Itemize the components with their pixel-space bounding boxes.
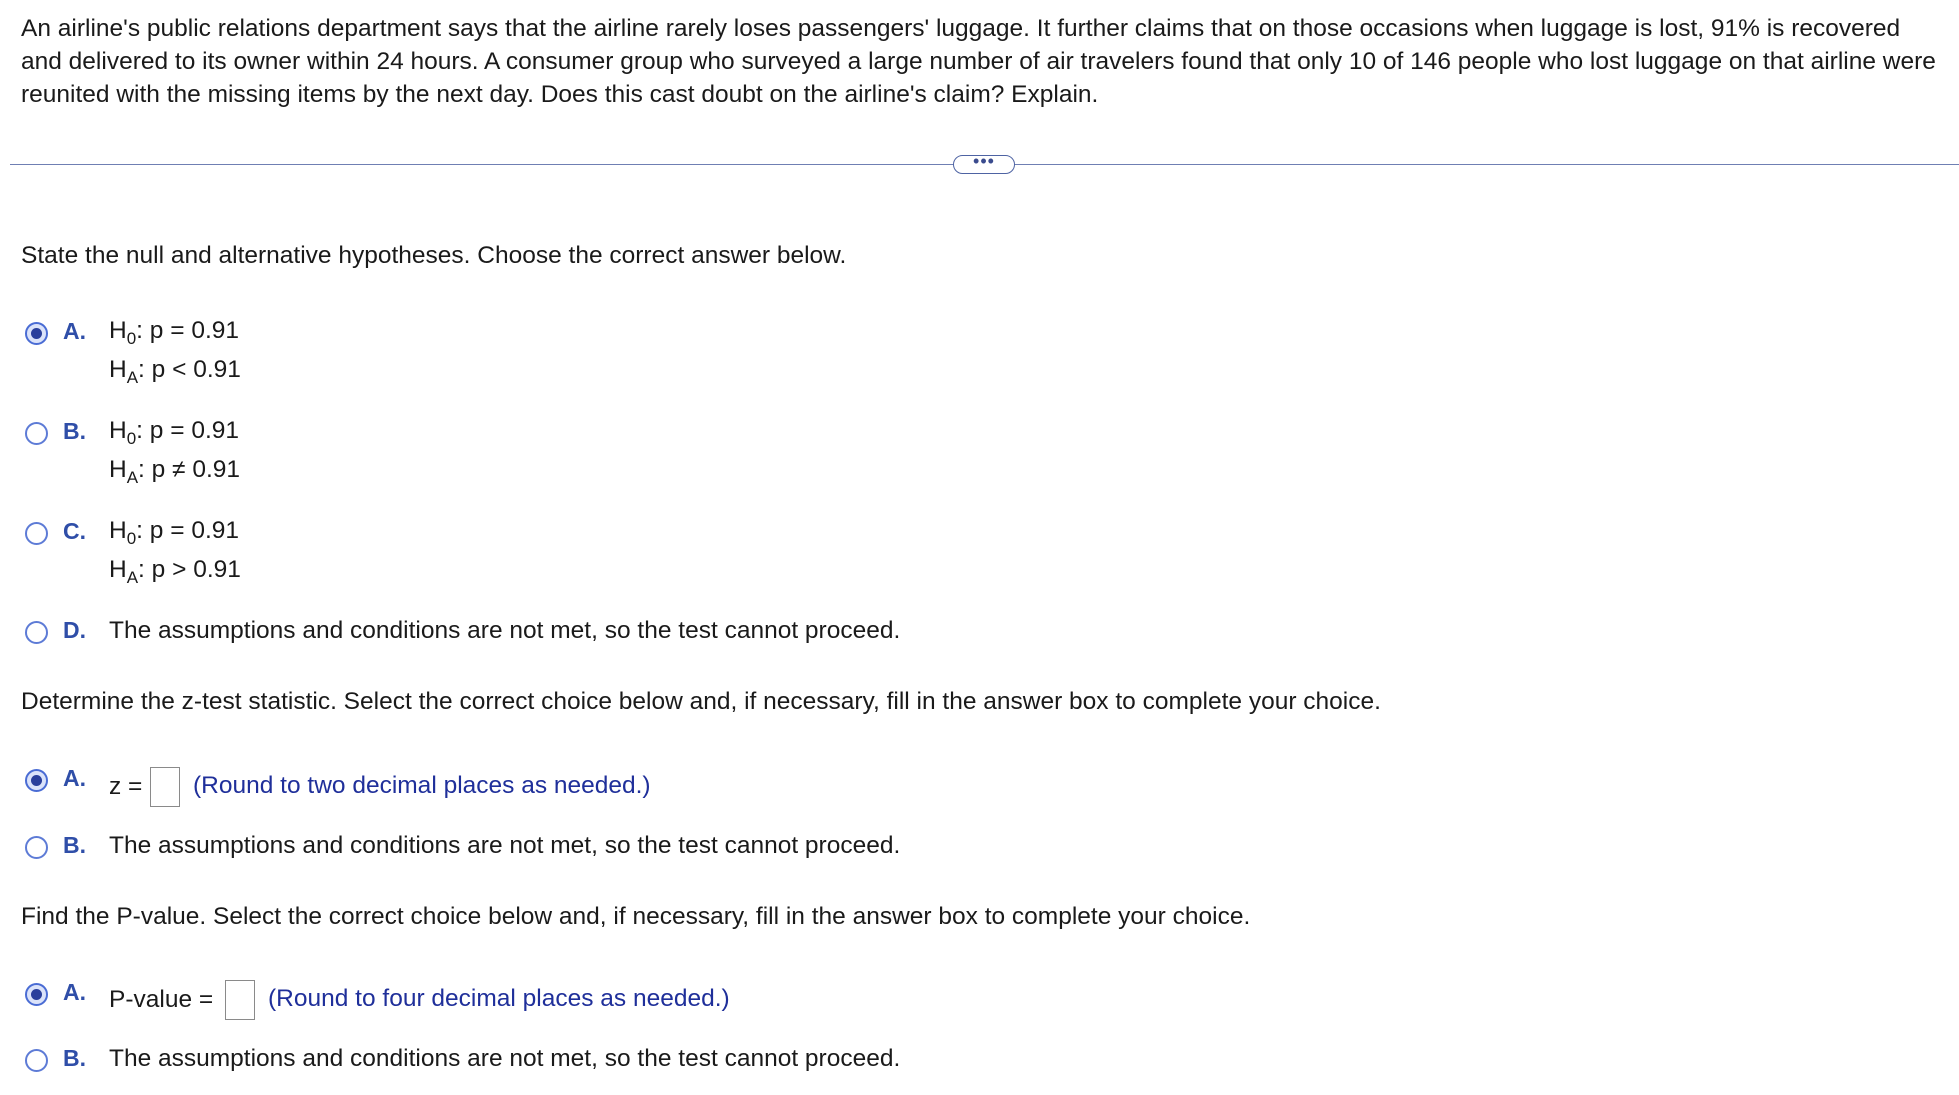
more-button[interactable]: ••• — [953, 155, 1015, 174]
part3-option-b-text: The assumptions and conditions are not met, so the test cannot proceed. — [109, 1045, 901, 1072]
part2-z-label: z = — [109, 773, 143, 800]
part1-option-d-radio[interactable] — [25, 621, 48, 644]
part3-pvalue-label: P-value = — [109, 986, 214, 1013]
part1-option-b-ha: $H_A$: p ≠ 0.91 — [109, 456, 241, 487]
z-answer-box[interactable] — [150, 767, 180, 807]
part3-option-a-radio[interactable] — [25, 983, 48, 1006]
part1-option-d-letter: D. — [63, 617, 86, 643]
pvalue-answer-box[interactable] — [225, 980, 255, 1020]
part1-option-a-radio[interactable] — [25, 322, 48, 345]
part2-round-note: (Round to two decimal places as needed.) — [193, 772, 651, 799]
part2-option-b-radio[interactable] — [25, 836, 48, 859]
part2-option-b-letter: B. — [63, 832, 86, 858]
part3-option-b-letter: B. — [63, 1045, 86, 1071]
part1-option-a-letter: A. — [63, 318, 86, 344]
part2-instruction: Determine the z-test statistic. Select the correct choice below and, if necessary, fill in the answer box to complete your choice. — [21, 688, 1381, 715]
part1-option-c-radio[interactable] — [25, 522, 48, 545]
part1-option-b-radio[interactable] — [25, 422, 48, 445]
part1-option-d-text: The assumptions and conditions are not met, so the test cannot proceed. — [109, 617, 901, 644]
question-prompt: An airline's public relations department says that the airline rarely loses passengers' luggage. It further claims that on those occasions when luggage is lost, 91% is recovered and delivered to its owner within 24 hours. A consumer group who surveyed a large number of air travelers found that only 10 of 146 people who lost luggage on that airline were reunited with the missing items by the next day. Does this cast doubt on the airline's claim? Explain. — [21, 15, 1936, 108]
part1-option-c-ha: $H_A$: p > 0.91 — [109, 556, 241, 587]
part1-option-c-h0: $H_0$: p = 0.91 — [109, 517, 240, 548]
part2-option-a-radio[interactable] — [25, 769, 48, 792]
part1-option-b-letter: B. — [63, 418, 86, 444]
part3-option-b-radio[interactable] — [25, 1049, 48, 1072]
part3-instruction: Find the P-value. Select the correct choice below and, if necessary, fill in the answer box to complete your choice. — [21, 903, 1251, 930]
part3-round-note: (Round to four decimal places as needed.) — [268, 985, 730, 1012]
part3-option-a-letter: A. — [63, 979, 86, 1005]
part2-option-a-letter: A. — [63, 765, 86, 791]
part1-option-a-ha: $H_A$: p < 0.91 — [109, 356, 241, 387]
part1-option-b-h0: $H_0$: p = 0.91 — [109, 417, 240, 448]
part1-option-a-h0: $H_0$: p = 0.91 — [109, 317, 240, 348]
part1-option-c-letter: C. — [63, 518, 86, 544]
part2-option-b-text: The assumptions and conditions are not met, so the test cannot proceed. — [109, 832, 901, 859]
part1-instruction: State the null and alternative hypotheses. Choose the correct answer below. — [21, 242, 847, 269]
